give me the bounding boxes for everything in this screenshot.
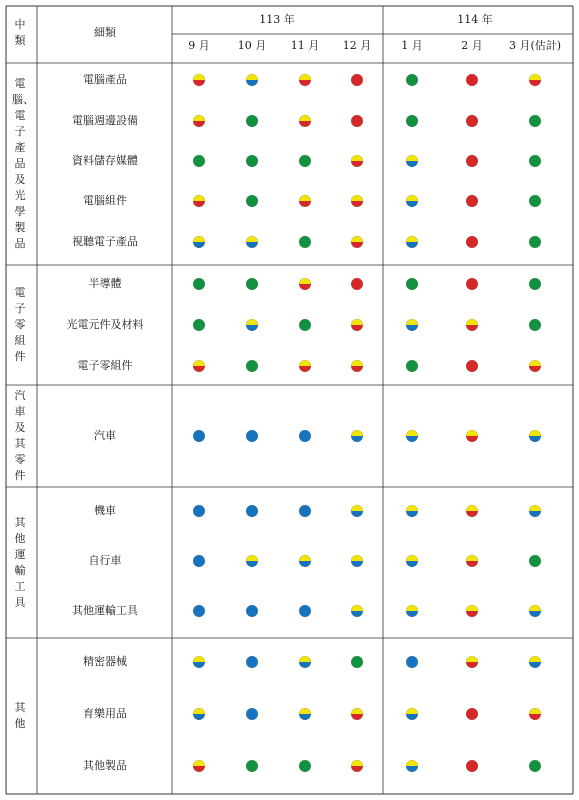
signal-green	[193, 155, 206, 168]
signal-red	[466, 760, 479, 773]
subcategory-label: 電腦組件	[83, 194, 127, 207]
signal-green	[299, 155, 312, 168]
signal-yellow-red	[466, 319, 479, 332]
signal-yellow-blue	[406, 505, 419, 518]
signal-yellow-blue	[351, 555, 364, 568]
signal-blue	[193, 505, 206, 518]
signal-green	[529, 155, 542, 168]
signal-yellow-red	[466, 430, 479, 443]
signal-yellow-blue	[406, 319, 419, 332]
signal-red	[466, 360, 479, 373]
header-month-6: 2 月	[461, 39, 483, 52]
signal-yellow-red	[351, 236, 364, 249]
signal-green	[246, 115, 259, 128]
signal-blue	[246, 430, 259, 443]
header-year-113: 113 年	[259, 13, 295, 26]
signal-yellow-blue	[299, 656, 312, 669]
signal-green	[529, 555, 542, 568]
signal-yellow-blue	[529, 605, 542, 618]
signal-yellow-red	[351, 708, 364, 721]
signal-yellow-red	[529, 708, 542, 721]
subcategory-label: 自行車	[88, 554, 122, 567]
signal-yellow-red	[351, 760, 364, 773]
signal-yellow-blue	[406, 236, 419, 249]
signal-green	[529, 760, 542, 773]
signal-green	[246, 278, 259, 291]
signal-yellow-blue	[406, 195, 419, 208]
signal-red	[351, 115, 364, 128]
signal-red	[466, 74, 479, 87]
signal-yellow-red	[466, 555, 479, 568]
signal-yellow-blue	[529, 656, 542, 669]
signal-blue	[193, 555, 206, 568]
signal-green	[529, 115, 542, 128]
subcategory-label: 其他運輸工具	[72, 604, 138, 617]
signal-yellow-blue	[193, 708, 206, 721]
header-year-114: 114 年	[457, 13, 493, 26]
subcategory-label: 電腦產品	[83, 73, 127, 86]
signal-red	[466, 236, 479, 249]
signal-yellow-red	[351, 155, 364, 168]
signal-yellow-blue	[529, 430, 542, 443]
signal-green	[351, 656, 364, 669]
subcategory-label: 視聽電子產品	[72, 235, 138, 248]
signal-green	[529, 195, 542, 208]
signal-yellow-red	[351, 360, 364, 373]
header-month-5: 1 月	[401, 39, 423, 52]
signal-green	[529, 236, 542, 249]
signal-red	[351, 74, 364, 87]
signal-blue	[193, 605, 206, 618]
signal-yellow-blue	[406, 708, 419, 721]
signal-yellow-red	[351, 195, 364, 208]
signal-green	[246, 195, 259, 208]
signal-yellow-blue	[246, 74, 259, 87]
signal-yellow-red	[466, 656, 479, 669]
signal-yellow-red	[299, 195, 312, 208]
signal-green	[193, 319, 206, 332]
header-month-2: 10 月	[237, 39, 267, 52]
subcategory-label: 電腦週邊設備	[72, 114, 138, 127]
signal-yellow-red	[351, 319, 364, 332]
signal-yellow-blue	[406, 430, 419, 443]
subcategory-label: 半導體	[88, 277, 122, 290]
header-month-3: 11 月	[290, 39, 320, 52]
subcategory-label: 汽車	[94, 429, 116, 442]
signal-yellow-blue	[351, 430, 364, 443]
signal-yellow-red	[299, 360, 312, 373]
signal-green	[246, 760, 259, 773]
signal-yellow-blue	[406, 605, 419, 618]
signal-green	[299, 760, 312, 773]
signal-green	[246, 360, 259, 373]
subcategory-label: 機車	[94, 504, 116, 517]
signal-blue	[299, 605, 312, 618]
signal-blue	[299, 430, 312, 443]
signal-green	[193, 278, 206, 291]
signal-yellow-blue	[246, 555, 259, 568]
signal-blue	[406, 656, 419, 669]
signal-green	[299, 319, 312, 332]
header-month-7: 3 月(估計)	[508, 39, 562, 52]
signal-yellow-blue	[529, 505, 542, 518]
header-month-4: 12 月	[342, 39, 372, 52]
signal-blue	[246, 605, 259, 618]
signal-red	[351, 278, 364, 291]
signal-blue	[193, 430, 206, 443]
signal-yellow-blue	[406, 155, 419, 168]
subcategory-label: 育樂用品	[83, 707, 127, 720]
signal-yellow-blue	[246, 319, 259, 332]
signal-blue	[299, 505, 312, 518]
signal-yellow-red	[193, 760, 206, 773]
signal-yellow-red	[466, 605, 479, 618]
signal-yellow-red	[193, 360, 206, 373]
signal-yellow-red	[193, 74, 206, 87]
signal-yellow-blue	[246, 236, 259, 249]
signal-yellow-blue	[299, 555, 312, 568]
subcategory-label: 精密器械	[83, 655, 127, 668]
subcategory-label: 其他製品	[83, 759, 127, 772]
signal-red	[466, 708, 479, 721]
category-label: 其他運輸工具	[14, 515, 26, 609]
signal-green	[406, 115, 419, 128]
signal-red	[466, 278, 479, 291]
signal-yellow-blue	[299, 708, 312, 721]
subcategory-label: 光電元件及材料	[66, 318, 144, 331]
signal-yellow-blue	[406, 555, 419, 568]
signal-yellow-red	[193, 115, 206, 128]
signal-yellow-red	[299, 115, 312, 128]
signal-yellow-red	[466, 505, 479, 518]
category-label: 電腦、電子產品及光學製品	[12, 77, 34, 250]
signal-green	[406, 74, 419, 87]
signal-green	[299, 236, 312, 249]
header-subcategory: 細類	[94, 26, 116, 39]
signal-yellow-red	[299, 278, 312, 291]
signal-yellow-blue	[193, 656, 206, 669]
category-label: 汽車及其零件	[14, 389, 26, 482]
signal-yellow-blue	[406, 760, 419, 773]
signal-yellow-red	[299, 74, 312, 87]
signal-green	[406, 278, 419, 291]
signal-red	[466, 195, 479, 208]
header-month-1: 9 月	[188, 39, 210, 52]
signal-green	[406, 360, 419, 373]
signal-blue	[246, 708, 259, 721]
signal-yellow-red	[529, 360, 542, 373]
category-label: 電子零組件	[14, 286, 26, 363]
signal-yellow-blue	[193, 236, 206, 249]
signal-blue	[246, 656, 259, 669]
signal-yellow-red	[193, 195, 206, 208]
signal-green	[529, 319, 542, 332]
subcategory-label: 電子零組件	[77, 359, 133, 372]
signal-yellow-blue	[351, 605, 364, 618]
subcategory-label: 資料儲存媒體	[72, 154, 138, 167]
signal-blue	[246, 505, 259, 518]
signal-red	[466, 155, 479, 168]
signal-green	[246, 155, 259, 168]
category-label: 其他	[14, 701, 26, 730]
header-category: 中類	[14, 18, 26, 47]
signal-yellow-blue	[351, 505, 364, 518]
signal-yellow-red	[529, 74, 542, 87]
signal-green	[529, 278, 542, 291]
signal-red	[466, 115, 479, 128]
